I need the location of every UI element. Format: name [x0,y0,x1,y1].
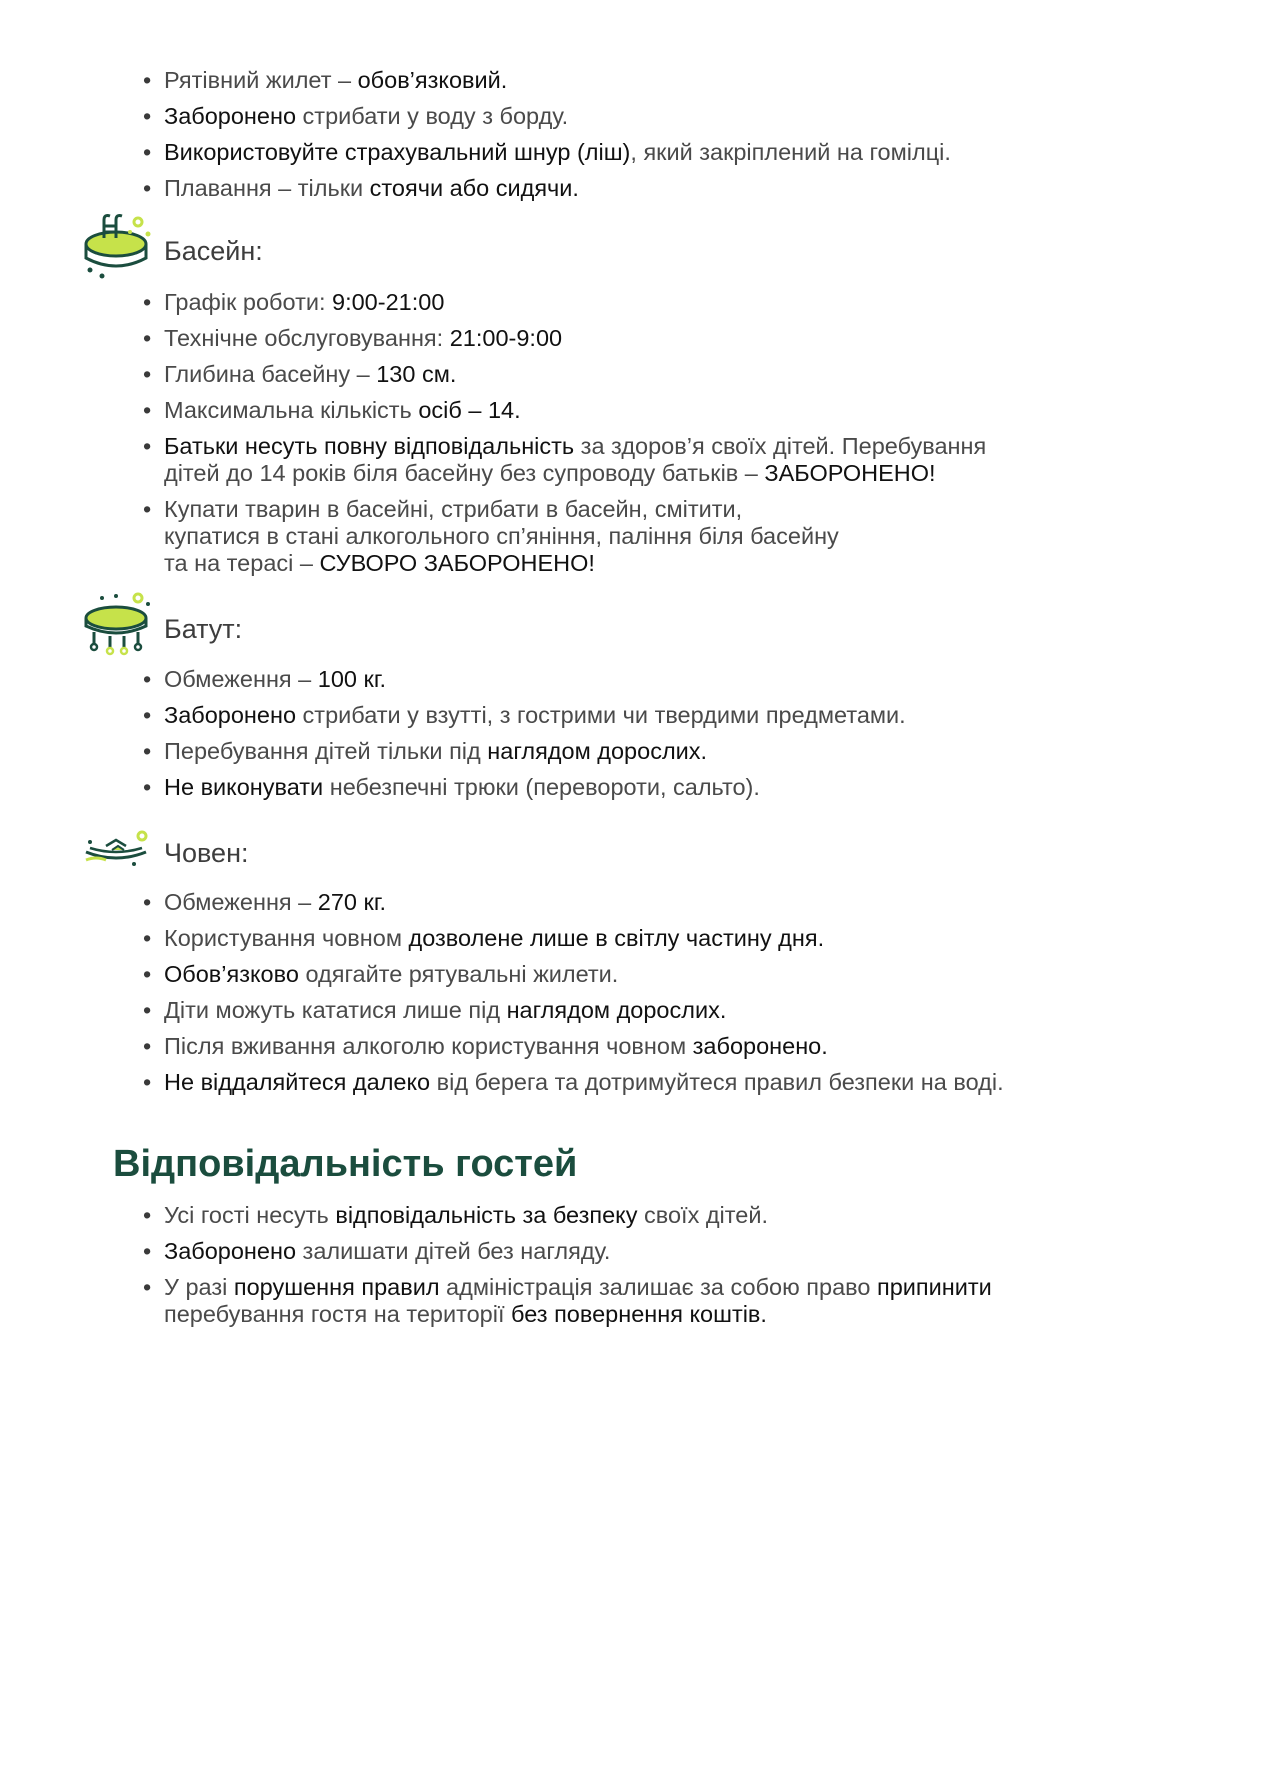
plain-text: Графік роботи: [164,289,333,315]
rule-text [164,289,444,315]
bullet-icon: • [143,997,152,1023]
plain-text: за здоров’я своїх дітей. Перебування дітей до 14 років біля басейну без супроводу батьків – [164,433,987,486]
rule-item [143,1202,1183,1229]
rule-item [143,1069,1183,1096]
rule-item [143,433,1183,487]
rule-item [143,67,1183,94]
bullet-icon: • [143,1069,152,1095]
plain-text: залишати дітей без нагляду. [296,1238,611,1264]
rule-text [164,997,726,1023]
pool-title: Басейн: [164,236,263,266]
rule-item [143,175,1183,202]
plain-text: Плавання – тільки [164,175,370,201]
rule-item [143,774,1183,801]
rule-item [143,889,1183,916]
emphasis-text: Обов’язково [164,961,299,987]
boat-title: Човен: [164,838,249,868]
plain-text: Купати тварин в басейні, стрибати в басейн, смітити, купатися в стані алкогольного сп’яніння, паління біля басейну та на терасі – [164,496,839,576]
emphasis-text: Заборонено [164,702,297,728]
plain-text: Технічне обслуговування: [164,325,450,351]
rule-text [164,666,386,692]
emphasis-text: стоячи або сидячи. [369,175,579,201]
plain-text: Перебування дітей тільки під [164,738,488,764]
rule-text [164,702,906,728]
rule-text [164,67,507,93]
rule-item [143,997,1183,1024]
trampoline-rules-list [143,666,1183,801]
rule-text [164,361,456,387]
rule-item [143,139,1183,166]
emphasis-text: Не виконувати [164,774,324,800]
bullet-icon: • [143,496,152,522]
rule-text [164,397,521,423]
emphasis-text: 130 см. [376,361,457,387]
plain-text: своїх дітей. [637,1202,769,1228]
emphasis-text: СУВОРО ЗАБОРОНЕНО! [319,550,595,576]
plain-text: У разі [164,1274,234,1300]
rule-text [164,175,579,201]
bullet-icon: • [143,1274,152,1300]
emphasis-text: відповідальність за безпеку [335,1202,638,1228]
rule-text [164,925,824,951]
plain-text: одягайте рятувальні жилети. [298,961,619,987]
bullet-icon: • [143,433,152,459]
emphasis-text: Батьки несуть повну відповідальність [164,433,575,459]
rule-text [164,1202,768,1228]
bullet-icon: • [143,1238,152,1264]
pool-rules-list [143,289,1183,577]
emphasis-text: 270 кг. [317,889,387,915]
plain-text: Максимальна кількість [164,397,419,423]
bullet-icon: • [143,738,152,764]
plain-text: Користування човном [164,925,409,951]
boat-icon [82,816,154,888]
bullet-icon: • [143,925,152,951]
bullet-icon: • [143,774,152,800]
bullet-icon: • [143,67,152,93]
rule-item [143,925,1183,952]
plain-text: перебування гостя на території [164,1301,505,1327]
plain-text: від берега та дотримуйтеся правил безпеки на воді. [430,1069,1004,1095]
bullet-icon: • [143,325,152,351]
rule-text [164,325,562,351]
rule-item [143,961,1183,988]
plain-text: адміністрація залишає за собою право [439,1274,877,1300]
emphasis-text: дозволене лише в світлу частину дня. [408,925,825,951]
boat-rules-list [143,889,1183,1096]
trampoline-title: Батут: [164,614,243,644]
rule-text [164,961,618,987]
bullet-icon: • [143,666,152,692]
emphasis-text: заборонено. [692,1033,828,1059]
bullet-icon: • [143,289,152,315]
rule-item [143,738,1183,765]
emphasis-text: наглядом дорослих. [487,738,708,764]
trampoline-icon [82,592,154,664]
emphasis-text: 9:00-21:00 [332,289,445,315]
bullet-icon: • [143,961,152,987]
emphasis-text: 21:00-9:00 [449,325,563,351]
bullet-icon: • [143,397,152,423]
rule-item [143,702,1183,729]
plain-text: небезпечні трюки (перевороти, сальто). [323,774,760,800]
plain-text: стрибати у взутті, з гострими чи твердими предметами. [296,702,906,728]
rule-text [164,433,986,486]
bullet-icon: • [143,361,152,387]
rule-item [143,325,1183,352]
plain-text: Обмеження – [164,889,318,915]
rule-item [143,496,1183,577]
bullet-icon: • [143,1202,152,1228]
rule-text [164,1033,828,1059]
rule-text [164,496,839,576]
plain-text: Діти можуть кататися лише під [164,997,507,1023]
emphasis-text: наглядом дорослих. [506,997,727,1023]
rule-text [164,103,568,129]
pool-icon [82,214,154,286]
bullet-icon: • [143,139,152,165]
emphasis-text: обов’язковий. [357,67,508,93]
plain-text: , який закріплений на гомілці. [630,139,951,165]
rule-item [143,1033,1183,1060]
rule-text [164,738,707,764]
emphasis-text: ЗАБОРОНЕНО! [764,460,936,486]
emphasis-text: Використовуйте страхувальний шнур (ліш) [164,139,631,165]
rule-item [143,1274,1183,1328]
emphasis-text: Заборонено [164,103,297,129]
emphasis-text: припинити [876,1274,992,1300]
bullet-icon: • [143,175,152,201]
rule-item [143,666,1183,693]
emphasis-text: осіб – 14. [418,397,521,423]
emphasis-text: Заборонено [164,1238,297,1264]
rule-text [164,774,760,800]
rule-item [143,103,1183,130]
plain-text: стрибати у воду з борду. [296,103,569,129]
responsibility-title: Відповідальність гостей [113,1143,578,1185]
sup-rules-list [143,67,1183,202]
rule-item [143,1238,1183,1265]
emphasis-text: без повернення коштів. [511,1301,767,1327]
responsibility-rules-list [143,1202,1183,1328]
plain-text: Усі гості несуть [164,1202,336,1228]
rule-text [164,1238,610,1264]
bullet-icon: • [143,103,152,129]
plain-text: Обмеження – [164,666,318,692]
emphasis-text: 100 кг. [317,666,387,692]
rule-text [164,889,386,915]
plain-text: Рятівний жилет – [164,67,358,93]
rule-item [143,361,1183,388]
rule-text [164,1069,1004,1095]
plain-text: Після вживання алкоголю користування човном [164,1033,693,1059]
rule-item [143,289,1183,316]
rule-text [164,139,951,165]
bullet-icon: • [143,1033,152,1059]
plain-text: Глибина басейну – [164,361,377,387]
emphasis-text: порушення правил [233,1274,440,1300]
emphasis-text: Не віддаляйтеся далеко [164,1069,431,1095]
rule-item [143,397,1183,424]
bullet-icon: • [143,702,152,728]
bullet-icon: • [143,889,152,915]
rule-text [164,1274,992,1327]
